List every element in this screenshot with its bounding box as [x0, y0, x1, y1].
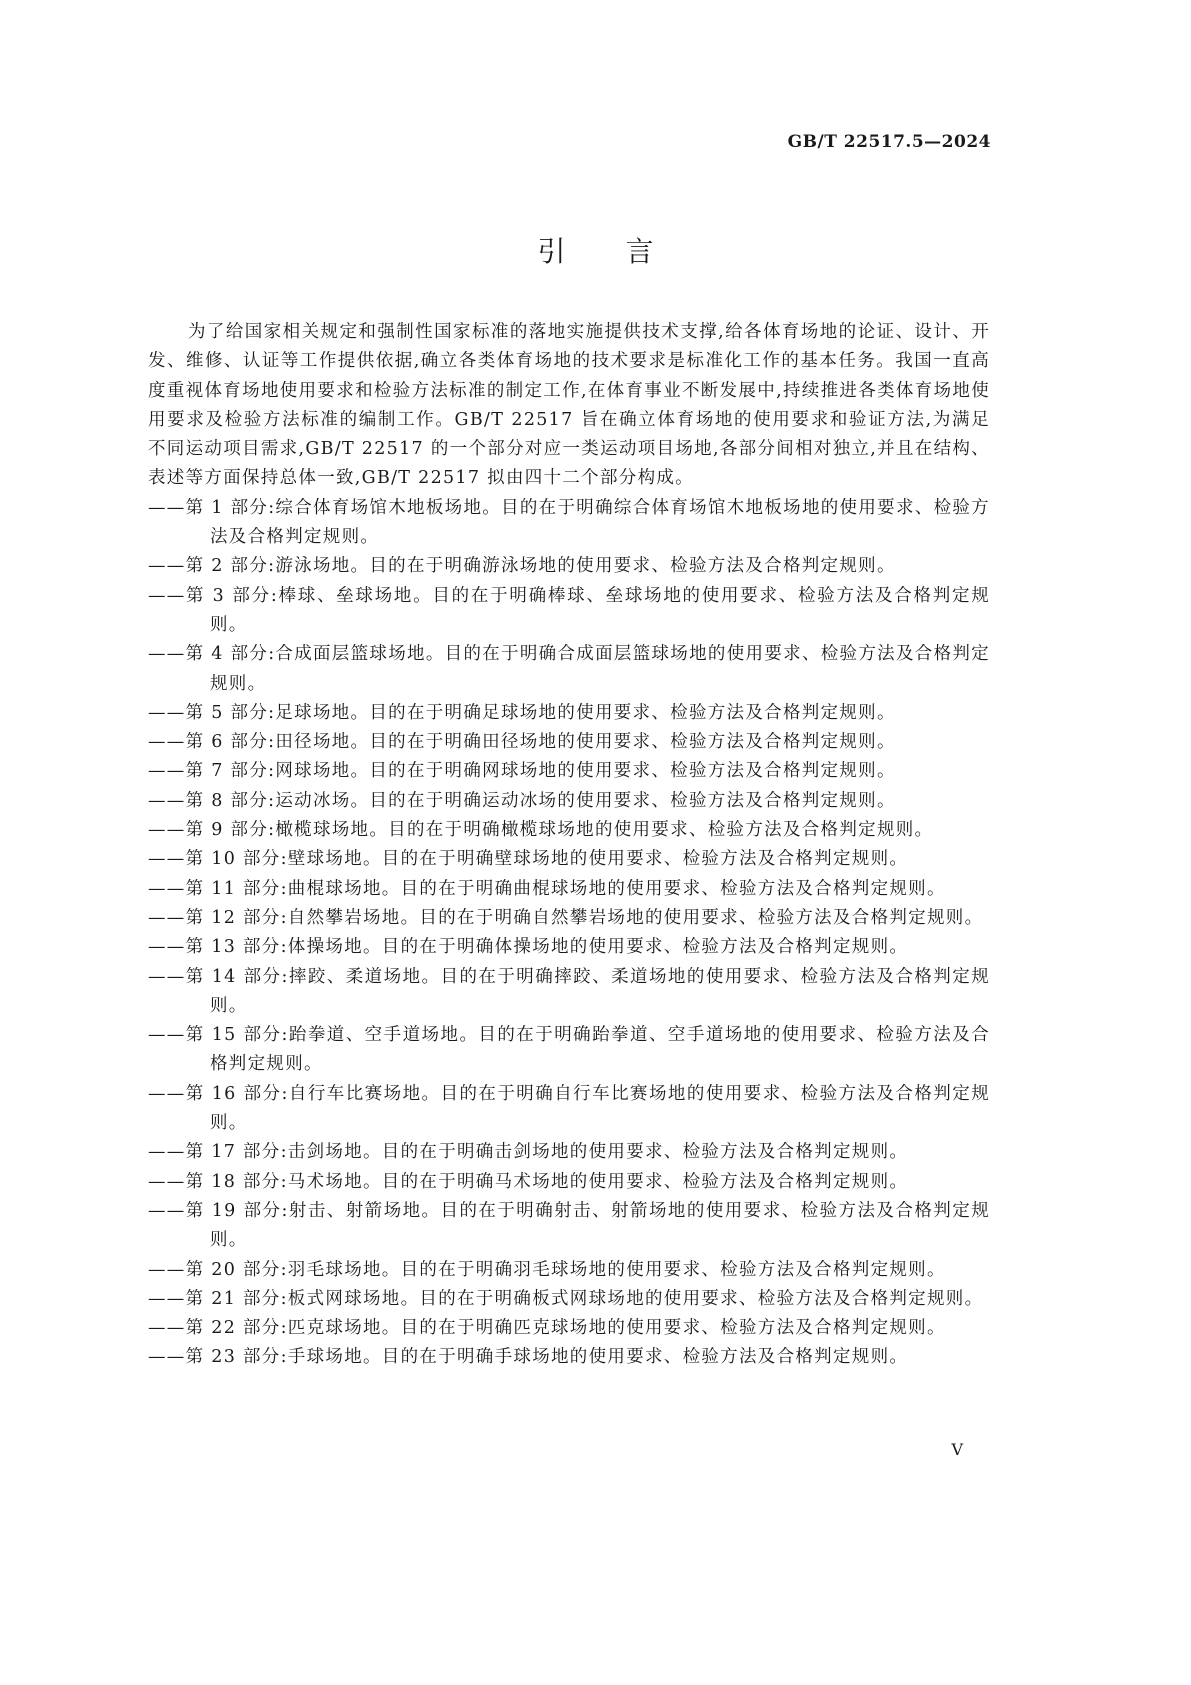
list-item: ——第 14 部分:摔跤、柔道场地。目的在于明确摔跤、柔道场地的使用要求、检验方法及合格判定规则。: [148, 966, 990, 1016]
page-title: 引言: [537, 235, 714, 268]
list-item: ——第 20 部分:羽毛球场地。目的在于明确羽毛球场地的使用要求、检验方法及合格判定规则。: [148, 1259, 946, 1280]
list-item: ——第 6 部分:田径场地。目的在于明确田径场地的使用要求、检验方法及合格判定规则。: [148, 732, 896, 753]
standard-number: GB/T 22517.5—2024: [787, 132, 991, 152]
list-item: ——第 19 部分:射击、射箭场地。目的在于明确射击、射箭场地的使用要求、检验方法及合格判定规则。: [148, 1200, 990, 1251]
list-item: ——第 2 部分:游泳场地。目的在于明确游泳场地的使用要求、检验方法及合格判定规则。: [148, 556, 896, 577]
list-item: ——第 9 部分:橄榄球场地。目的在于明确橄榄球场地的使用要求、检验方法及合格判定规则。: [148, 820, 934, 841]
list-item: ——第 3 部分:棒球、垒球场地。目的在于明确棒球、垒球场地的使用要求、检验方法及合格判定规则。: [148, 585, 990, 635]
list-item: ——第 17 部分:击剑场地。目的在于明确击剑场地的使用要求、检验方法及合格判定规则。: [148, 1142, 909, 1163]
list-item: ——第 23 部分:手球场地。目的在于明确手球场地的使用要求、检验方法及合格判定规则。: [148, 1347, 909, 1368]
list-item: ——第 13 部分:体操场地。目的在于明确体操场地的使用要求、检验方法及合格判定规则。: [148, 937, 909, 958]
list-item: ——第 22 部分:匹克球场地。目的在于明确匹克球场地的使用要求、检验方法及合格判定规则。: [148, 1318, 946, 1339]
list-item: ——第 8 部分:运动冰场。目的在于明确运动冰场的使用要求、检验方法及合格判定规则。: [148, 790, 896, 811]
list-item: ——第 10 部分:壁球场地。目的在于明确壁球场地的使用要求、检验方法及合格判定规则。: [148, 849, 909, 870]
page-number: V: [951, 1440, 963, 1459]
list-item: ——第 12 部分:自然攀岩场地。目的在于明确自然攀岩场地的使用要求、检验方法及合格判定规则。: [148, 907, 984, 928]
list-item: ——第 5 部分:足球场地。目的在于明确足球场地的使用要求、检验方法及合格判定规则。: [148, 702, 896, 723]
list-item: ——第 18 部分:马术场地。目的在于明确马术场地的使用要求、检验方法及合格判定规则。: [148, 1171, 909, 1192]
document-body: [148, 318, 990, 1373]
list-item: ——第 4 部分:合成面层篮球场地。目的在于明确合成面层篮球场地的使用要求、检验方法及合格判定规则。: [148, 644, 990, 694]
list-item: ——第 21 部分:板式网球场地。目的在于明确板式网球场地的使用要求、检验方法及合格判定规则。: [148, 1288, 984, 1309]
list-item: ——第 15 部分:跆拳道、空手道场地。目的在于明确跆拳道、空手道场地的使用要求、检验方法及合格判定规则。: [148, 1025, 990, 1075]
intro-paragraph: 为了给国家相关规定和强制性国家标准的落地实施提供技术支撑,给各体育场地的论证、设计、开发、维修、认证等工作提供依据,确立各类体育场地的技术要求是标准化工作的基本任务。我国一直高度重视体育场地使用要求和检验方法标准的制定工作,在体育事业不断发展中,持续推进各类体育场地使用要求及检验方法标准的编制工作。GB/T 22517 旨在确立体育场地的使用要求和验证方法,为满足不同运动项目需求,GB/T 22517 的一个部分对应一类运动项目场地,各部分间相对独立,并且在结构、表述等方面保持总体一致,GB/T 22517 拟由四十二个部分构成。: [148, 322, 990, 489]
list-item: ——第 16 部分:自行车比赛场地。目的在于明确自行车比赛场地的使用要求、检验方法及合格判定规则。: [148, 1083, 990, 1134]
parts-list: [148, 494, 990, 1373]
list-item: ——第 7 部分:网球场地。目的在于明确网球场地的使用要求、检验方法及合格判定规则。: [148, 761, 896, 782]
list-item: ——第 1 部分:综合体育场馆木地板场地。目的在于明确综合体育场馆木地板场地的使用要求、检验方法及合格判定规则。: [148, 497, 990, 548]
list-item: ——第 11 部分:曲棍球场地。目的在于明确曲棍球场地的使用要求、检验方法及合格判定规则。: [148, 878, 946, 899]
